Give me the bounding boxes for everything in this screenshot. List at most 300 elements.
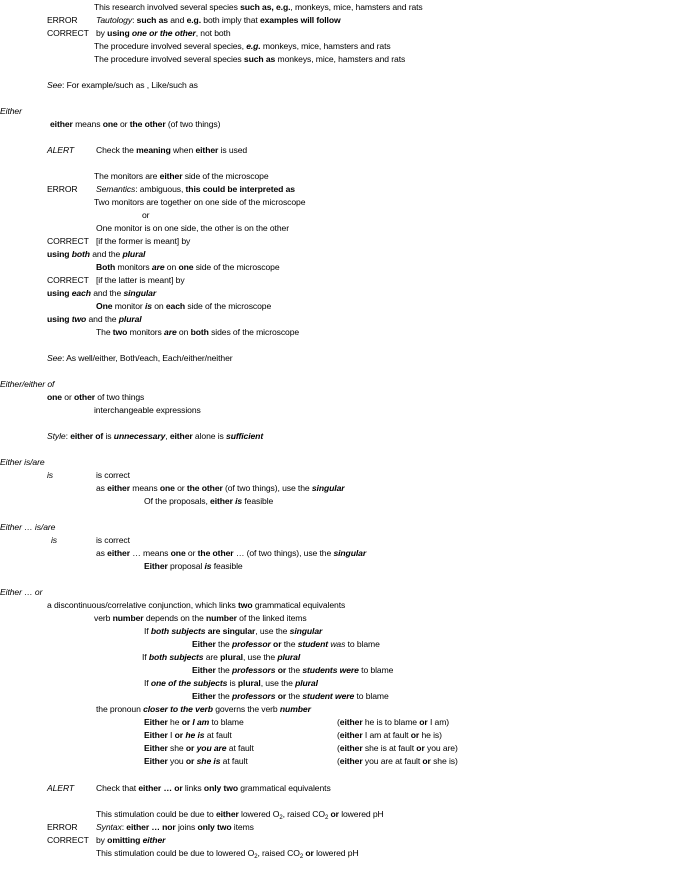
text-line	[96, 482, 345, 494]
text-run: the other	[197, 548, 234, 558]
text-run: Either is/are	[0, 457, 45, 467]
text-run: number	[112, 613, 144, 623]
text-line	[47, 14, 78, 26]
text-run: only two	[203, 783, 238, 793]
text-line	[47, 821, 78, 833]
text-run: is	[235, 496, 243, 506]
text-run: either	[339, 743, 363, 753]
text-line	[144, 677, 318, 689]
text-run: is	[227, 678, 238, 688]
text-line	[192, 690, 389, 702]
text-run: :	[132, 15, 137, 25]
text-run: lowered O	[238, 809, 280, 819]
text-run: meaning	[136, 145, 171, 155]
text-run: this could be interpreted as	[185, 184, 295, 194]
text-line	[96, 782, 331, 794]
text-run: when	[170, 145, 196, 155]
text-run: Either … or	[0, 587, 43, 597]
text-run: plural	[122, 249, 146, 259]
text-line	[192, 638, 380, 650]
text-run: was	[330, 639, 346, 649]
text-run: one	[102, 119, 118, 129]
text-run: either	[339, 717, 363, 727]
text-run: on	[176, 327, 191, 337]
text-line	[47, 834, 89, 846]
text-run: Check that	[96, 783, 139, 793]
text-run: This stimulation could be due to lowered O	[96, 848, 255, 858]
text-run: monitors	[115, 262, 152, 272]
text-run: he is	[185, 730, 205, 740]
text-line	[47, 274, 89, 286]
text-line	[96, 326, 299, 338]
text-run: One monitor is on one side, the other is on the other	[96, 223, 289, 233]
text-run: student	[297, 639, 329, 649]
text-run: and the	[90, 288, 124, 298]
text-line	[94, 404, 201, 416]
text-run: monitor	[112, 301, 145, 311]
text-run: One	[96, 301, 113, 311]
text-line	[142, 651, 300, 663]
text-run: or	[185, 756, 195, 766]
text-run: I	[167, 730, 175, 740]
text-line	[142, 209, 149, 221]
text-run: and	[167, 15, 187, 25]
text-run: Syntax	[96, 822, 122, 832]
text-run: The	[96, 327, 113, 337]
text-run: either	[50, 119, 73, 129]
text-run: 2	[254, 854, 258, 860]
text-run: at fault	[204, 730, 232, 740]
text-run: on	[164, 262, 179, 272]
text-run: either	[195, 145, 219, 155]
text-run: sufficient	[226, 431, 264, 441]
text-run: or	[416, 743, 425, 753]
text-run: he	[167, 717, 182, 727]
text-line	[96, 274, 185, 286]
text-run: of two things	[95, 392, 145, 402]
text-run: 2	[299, 854, 304, 860]
text-run: are	[151, 262, 165, 272]
text-run: links	[182, 783, 204, 793]
text-run: is correct	[96, 470, 130, 480]
text-run: side of the microscope	[193, 262, 280, 272]
text-line	[96, 834, 165, 846]
text-run: depends on the	[143, 613, 206, 623]
text-line	[96, 300, 271, 312]
text-line	[47, 27, 89, 39]
text-run: such as	[243, 54, 276, 64]
text-run: ERROR	[47, 184, 78, 194]
text-run: Either	[144, 717, 168, 727]
text-line	[96, 144, 247, 156]
text-line	[0, 456, 45, 468]
text-run: (	[337, 730, 340, 740]
text-run: See	[47, 353, 62, 363]
text-run: Either/either of	[0, 379, 55, 389]
text-run: or	[61, 392, 75, 402]
text-run: plural	[220, 652, 243, 662]
text-run: or	[185, 743, 195, 753]
text-run: or	[181, 717, 191, 727]
text-run: is	[103, 431, 114, 441]
text-line	[144, 560, 243, 572]
text-run: … (of two things), use the	[233, 548, 334, 558]
text-line	[96, 821, 254, 833]
text-run: I am	[192, 717, 210, 727]
text-run: the	[286, 665, 303, 675]
text-run: to blame	[345, 639, 380, 649]
text-line	[96, 27, 231, 39]
text-run: number	[205, 613, 237, 623]
text-run: were	[339, 665, 359, 675]
text-run: she is at fault	[362, 743, 417, 753]
text-run: both subjects	[148, 652, 204, 662]
text-run: Either … is/are	[0, 522, 56, 532]
text-run: professors	[232, 691, 276, 701]
text-run: I am at fault	[362, 730, 411, 740]
text-line	[47, 235, 89, 247]
text-run: one	[159, 483, 175, 493]
text-run: the	[286, 691, 303, 701]
text-run: or	[174, 483, 187, 493]
text-run: singular	[289, 626, 323, 636]
text-run: using	[107, 28, 132, 38]
text-run: either … or	[138, 783, 183, 793]
text-run: omitting	[107, 835, 143, 845]
text-run: lowered pH	[338, 809, 384, 819]
text-line	[47, 313, 142, 325]
text-line	[96, 222, 289, 234]
text-run: side of the microscope	[185, 301, 272, 311]
text-run: other	[74, 392, 96, 402]
text-run: as	[96, 548, 108, 558]
text-run: is	[204, 561, 212, 571]
text-run: CORRECT	[47, 275, 89, 285]
text-run: proposal	[167, 561, 205, 571]
text-run: The monitors are	[94, 171, 160, 181]
text-run: If	[142, 652, 149, 662]
text-run: [if the latter is meant] by	[96, 275, 185, 285]
text-run: grammatical equivalents	[252, 600, 346, 610]
text-line	[0, 521, 55, 533]
text-run: (of two things)	[165, 119, 221, 129]
text-line	[144, 716, 244, 728]
text-run: Either	[144, 730, 168, 740]
text-run: are	[164, 327, 177, 337]
text-run: the	[215, 665, 232, 675]
text-run: number	[279, 704, 311, 714]
text-run: unnecessary	[113, 431, 166, 441]
text-run: verb	[94, 613, 113, 623]
text-line	[47, 79, 198, 91]
text-line	[51, 534, 57, 546]
text-run: a discontinuous/correlative conjunction, which links	[47, 600, 239, 610]
text-line	[96, 235, 190, 247]
text-run: ERROR	[47, 15, 78, 25]
text-run: you are)	[424, 743, 458, 753]
text-run: … means	[129, 548, 171, 558]
text-run: either	[210, 496, 233, 506]
text-run: one	[170, 548, 186, 558]
text-run: 2	[324, 815, 329, 821]
text-run: side of the microscope	[182, 171, 269, 181]
text-line	[47, 391, 144, 403]
text-run: or	[419, 717, 428, 727]
text-line	[96, 261, 280, 273]
text-run: Either	[144, 743, 168, 753]
text-run: student	[302, 691, 333, 701]
text-run: If	[144, 626, 151, 636]
text-run: either	[339, 756, 363, 766]
text-line	[47, 352, 233, 364]
text-run: , use the	[260, 678, 296, 688]
text-run: plural	[277, 652, 301, 662]
text-run: feasible	[211, 561, 243, 571]
text-run: grammatical equivalents	[237, 783, 331, 793]
text-run: Both	[96, 262, 116, 272]
text-line	[96, 183, 295, 195]
text-line	[144, 742, 254, 754]
text-run: such as, e.g.	[240, 2, 291, 12]
text-line	[47, 469, 53, 481]
text-run: using	[47, 314, 72, 324]
text-run: : ambiguous,	[135, 184, 186, 194]
text-run: the	[281, 639, 298, 649]
text-run: both	[71, 249, 90, 259]
text-line	[94, 1, 423, 13]
text-run: both subjects	[150, 626, 206, 636]
text-run: e.g.	[246, 41, 261, 51]
text-run: she is	[196, 756, 221, 766]
text-run: at fault	[220, 756, 248, 766]
text-run: CORRECT	[47, 835, 89, 845]
text-run: :	[121, 822, 127, 832]
text-run: Style	[47, 431, 66, 441]
text-run: is	[47, 470, 54, 480]
text-run: you are	[196, 743, 227, 753]
text-run: Either	[144, 756, 168, 766]
text-run: Either	[144, 561, 168, 571]
text-run: ,	[165, 431, 170, 441]
text-run: and the	[89, 249, 123, 259]
text-line	[47, 430, 263, 442]
text-line	[337, 755, 458, 767]
text-run: joins	[175, 822, 198, 832]
text-run: to blame	[209, 717, 244, 727]
text-run: Either	[192, 691, 216, 701]
text-run: monkeys, mice, hamsters and rats	[260, 41, 391, 51]
text-run: or	[273, 639, 282, 649]
text-run: or	[174, 730, 184, 740]
text-line	[96, 547, 366, 559]
text-line	[144, 625, 322, 637]
text-run: the other	[129, 119, 166, 129]
text-line	[96, 808, 384, 820]
text-run: at fault	[226, 743, 254, 753]
text-line	[96, 847, 359, 859]
text-run: is	[51, 535, 58, 545]
text-run: , monkeys, mice, hamsters and rats	[290, 2, 423, 12]
text-run: , use the	[255, 626, 290, 636]
text-line	[96, 469, 130, 481]
text-run: ERROR	[47, 822, 78, 832]
text-run: plural	[118, 314, 142, 324]
text-run: singular	[333, 548, 367, 558]
text-run: or	[185, 548, 198, 558]
text-run: Either	[0, 106, 22, 116]
text-run: singular	[123, 288, 157, 298]
text-run: on	[151, 301, 166, 311]
text-run: two	[112, 327, 128, 337]
text-run: and the	[86, 314, 119, 324]
text-run: plural	[237, 678, 261, 688]
text-run: by	[96, 835, 108, 845]
text-run: monitors	[127, 327, 165, 337]
text-line	[94, 53, 405, 65]
text-run: , raised CO	[282, 809, 325, 819]
text-run: examples will follow	[259, 15, 341, 25]
text-run: the other	[186, 483, 223, 493]
text-run: either	[169, 431, 193, 441]
text-run: only two	[197, 822, 232, 832]
text-run: both imply that	[200, 15, 260, 25]
text-line	[96, 703, 311, 715]
text-run: or	[142, 210, 150, 220]
text-run: interchangeable expressions	[94, 405, 201, 415]
text-run: The procedure involved several species,	[94, 41, 247, 51]
text-run: :	[65, 431, 71, 441]
text-run: one	[178, 262, 194, 272]
text-run: ALERT	[47, 783, 75, 793]
text-run: of the linked items	[236, 613, 307, 623]
text-line	[96, 14, 341, 26]
text-run: using	[47, 249, 72, 259]
text-run: or	[277, 691, 287, 701]
text-run: Check the	[96, 145, 137, 155]
text-run: : As well/either, Both/each, Each/either/neither	[62, 353, 233, 363]
text-run: either of	[70, 431, 104, 441]
text-line	[94, 170, 269, 182]
text-run: the pronoun	[96, 704, 144, 714]
text-run: either	[142, 835, 166, 845]
text-run: to blame	[358, 665, 394, 675]
text-run: : For example/such as , Like/such as	[62, 80, 198, 90]
text-run: either	[159, 171, 183, 181]
text-line	[94, 196, 305, 208]
text-run: he is to blame	[362, 717, 420, 727]
text-run: See	[47, 80, 62, 90]
text-run: each	[71, 288, 91, 298]
text-run: or	[410, 730, 420, 740]
text-run: , use the	[242, 652, 278, 662]
text-run: or	[330, 809, 339, 819]
text-run: governs the verb	[212, 704, 280, 714]
text-line	[0, 378, 54, 390]
text-run: plural	[295, 678, 318, 688]
text-line	[94, 612, 307, 624]
text-run: e.g.	[186, 15, 201, 25]
text-run: closer to the verb	[143, 704, 213, 714]
text-run: students	[302, 665, 338, 675]
text-line	[144, 729, 232, 741]
text-run: is	[144, 301, 152, 311]
text-line	[96, 534, 130, 546]
text-run: such as	[136, 15, 168, 25]
text-run: the	[215, 691, 232, 701]
text-run: Either	[192, 639, 216, 649]
text-run: feasible	[242, 496, 274, 506]
text-run: Of the proposals,	[144, 496, 211, 506]
text-run: two	[71, 314, 87, 324]
text-run: either … nor	[126, 822, 176, 832]
text-run: means	[129, 483, 160, 493]
text-run: is correct	[96, 535, 130, 545]
text-run: Tautology	[96, 15, 133, 25]
text-run: (	[337, 756, 340, 766]
text-run: lowered pH	[313, 848, 359, 858]
text-run: (	[337, 743, 340, 753]
text-run: either	[339, 730, 363, 740]
text-line	[337, 729, 442, 741]
text-line	[47, 248, 145, 260]
text-run: means	[72, 119, 103, 129]
text-line	[0, 105, 22, 117]
text-line	[0, 586, 42, 598]
text-run: both	[190, 327, 209, 337]
text-line	[47, 599, 345, 611]
text-run: you are at fault	[362, 756, 423, 766]
text-run: professors	[232, 665, 276, 675]
text-run: were	[335, 691, 355, 701]
text-run: one or the other	[131, 28, 196, 38]
text-run: Either	[192, 665, 216, 675]
text-run: he is)	[419, 730, 442, 740]
text-line	[47, 183, 78, 195]
text-run: is used	[218, 145, 248, 155]
text-run: the	[215, 639, 232, 649]
text-run: [if the former is meant] by	[96, 236, 191, 246]
text-run: she is)	[430, 756, 458, 766]
text-run: Semantics	[96, 184, 136, 194]
text-run: are	[203, 652, 221, 662]
text-run: singular	[311, 483, 345, 493]
text-run: or	[117, 119, 130, 129]
text-run: sides of the microscope	[208, 327, 300, 337]
text-run: she	[167, 743, 186, 753]
text-run: This research involved several species	[94, 2, 241, 12]
text-run: If	[144, 678, 151, 688]
text-run: CORRECT	[47, 28, 89, 38]
text-run: either	[215, 809, 239, 819]
text-run: The procedure involved several species	[94, 54, 244, 64]
text-run: one of the subjects	[150, 678, 228, 688]
text-run: two	[238, 600, 253, 610]
text-run: alone is	[192, 431, 227, 441]
text-line	[337, 716, 449, 728]
text-run: one	[47, 392, 62, 402]
text-run: I am)	[427, 717, 450, 727]
text-run: professor	[232, 639, 271, 649]
text-run: by	[96, 28, 108, 38]
text-run: monkeys, mice, hamsters and rats	[275, 54, 406, 64]
text-run: (	[337, 717, 340, 727]
text-run: or	[422, 756, 431, 766]
text-run: This stimulation could be due to	[96, 809, 216, 819]
text-run: 2	[279, 815, 283, 821]
text-run: items	[231, 822, 254, 832]
text-line	[94, 40, 391, 52]
text-run: to blame	[354, 691, 389, 701]
